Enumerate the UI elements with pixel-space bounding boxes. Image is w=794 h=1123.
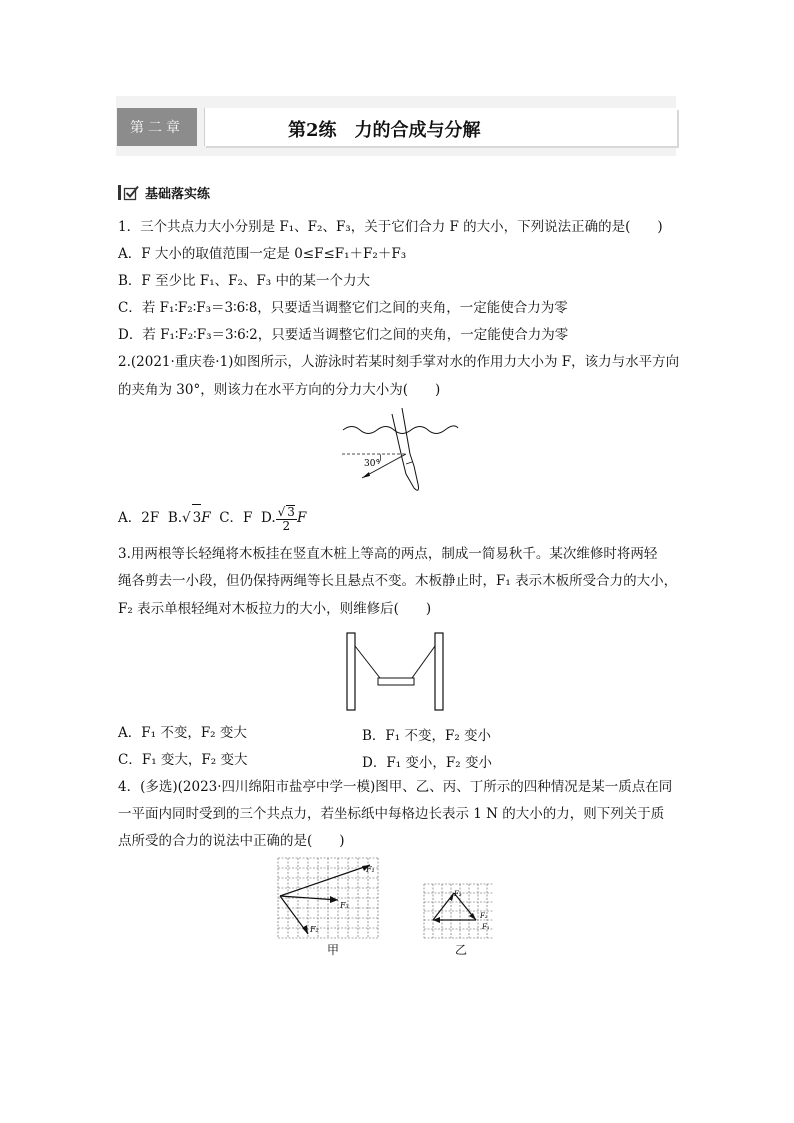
q1-stem: 1．三个共点力大小分别是 F₁、F₂、F₃，关于它们合力 F 的大小，下列说法正确的是( ) [118,219,663,235]
q1-option-c: C．若 F₁∶F₂∶F₃＝3∶6∶8，只要适当调整它们之间的夹角，一定能使合力为零 [118,300,568,316]
section-bar [118,185,121,200]
jia-f1-label: F₁ [366,865,375,874]
q2-option-c: C．F [219,510,253,526]
section-label: 基础落实练 [145,186,211,202]
q2-option-d: D. $\frac{√ 3}{2}$ F [261,504,307,533]
q4-stem-line3: 点所受的合力的说法中正确的是( ) [118,833,345,849]
q3-option-c: C．F₁ 变大，F₂ 变大 [118,752,248,768]
q3-stem-line3: F₂ 表示单根轻绳对木板拉力的大小，则维修后( ) [118,601,432,617]
yi-f3-label: F₃ [454,890,462,898]
q4-stem-line2: 一平面内同时受到的三个共点力，若坐标纸中每格边长表示 1 N 的大小的力，则下列关于质 [118,806,665,822]
q2-option-a: A．2F [118,510,160,526]
page-title: 第2练 力的合成与分解 [288,120,481,141]
q4-stem-line1: 4．(多选)(2023·四川绵阳市盐亭中学一模)图甲、乙、丙、丁所示的四种情况是某一质点在同 [118,779,673,795]
section-heading [118,183,210,201]
q1-option-d: D．若 F₁∶F₂∶F₃＝3∶6∶2，只要适当调整它们之间的夹角，一定能使合力为零 [118,327,569,343]
jia-f3-label: F₃ [340,901,349,910]
angle-label: 30° [364,459,380,469]
figure-yi-caption: 乙 [455,943,468,957]
swing-figure [344,632,448,712]
q2-options [118,504,306,533]
q3-option-d: D．F₁ 变小，F₂ 变小 [362,755,492,771]
q3-option-a: A．F₁ 不变，F₂ 变大 [118,725,247,741]
jia-f2-label: F₂ [310,925,319,934]
q3-stem-line2: 绳各剪去一小段，但仍保持两绳等长且悬点不变。木板静止时，F₁ 表示木板所受合力的大小， [118,573,678,589]
q1-option-b: B．F 至少比 F₁、F₂、F₃ 中的某一个力大 [118,273,370,289]
yi-f2-label: F₂ [480,912,488,920]
chapter-tab: 第二章 [117,108,197,146]
force-grid-jia [278,858,380,940]
figure-jia-caption: 甲 [327,943,340,957]
swimming-hand-figure [340,408,460,500]
yi-f1-label: F₁ [482,923,490,931]
q2-option-b: B.√ 3F [168,510,211,526]
force-grid-yi [424,884,496,940]
q2-stem-line1: 2.(2021·重庆卷·1)如图所示，人游泳时若某时刻手掌对水的作用力大小为 F，该力与水平方向 [118,354,680,370]
q3-stem-line1: 3.用两根等长轻绳将木板挂在竖直木桩上等高的两点，制成一简易秋千。某次维修时将两轻 [118,546,658,562]
q3-option-b: B．F₁ 不变，F₂ 变小 [362,728,492,744]
q1-option-a: A．F 大小的取值范围一定是 0≤F≤F₁＋F₂＋F₃ [118,246,407,262]
q2-stem-line2: 的夹角为 30°，则该力在水平方向的分力大小为( ) [118,382,441,398]
checkbox-icon [124,185,139,200]
